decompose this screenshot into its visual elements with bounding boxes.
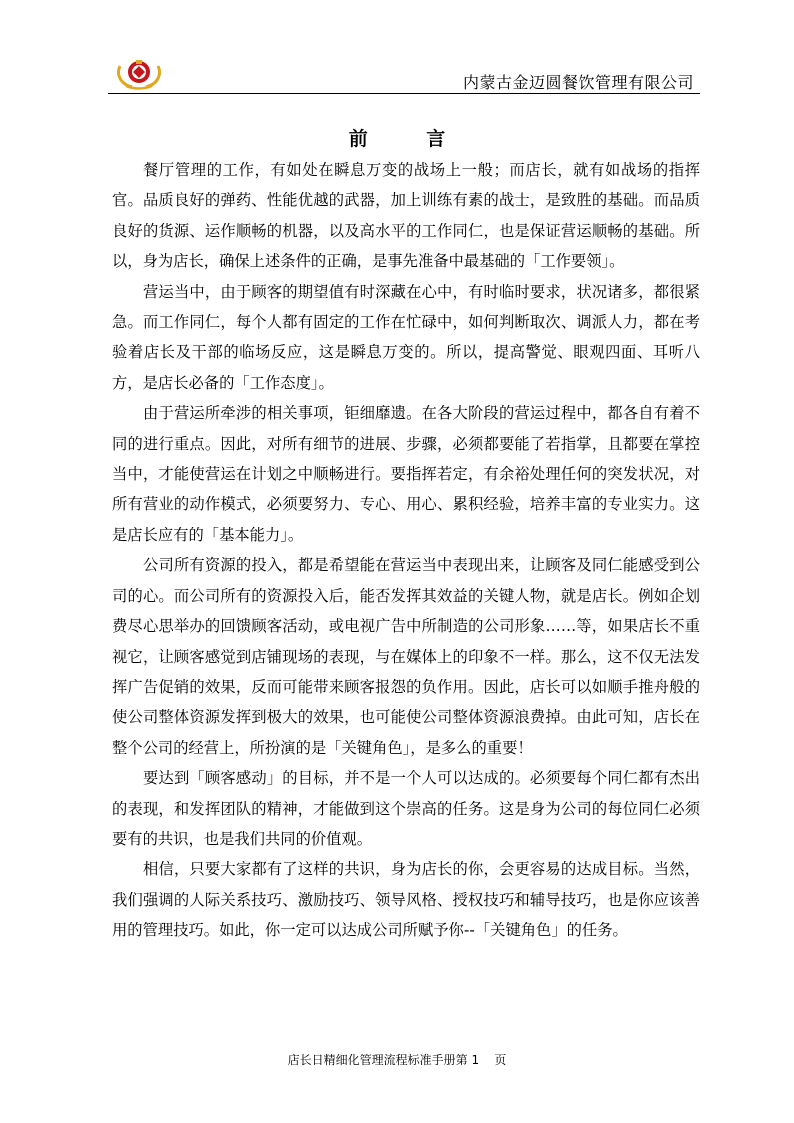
- paragraph: 公司所有资源的投入，都是希望能在营运当中表现出来，让顾客及同仁能感受到公司的心。而公司所有的资源投入后，能否发挥其效益的关键人物，就是店长。例如企划费尽心思举办的回馈顾客活动，或电视广告中所制造的公司形象……等，如果店长不重视它，让顾客感觉到店铺现场的表现，与在媒体上的印象不一样。那么，这不仅无法发挥广告促销的效果，反而可能带来顾客报怨的负作用。因此，店长可以如顺手推舟般的使公司整体资源发挥到极大的效果，也可能使公司整体资源浪费掉。由此可知，店长在整个公司的经营上，所扮演的是「关键角色」，是多么的重要！: [112, 556, 700, 757]
- paragraph: 由于营运所牵涉的相关事项，钜细靡遗。在各大阶段的营运过程中，都各自有着不同的进行重点。因此，对所有细节的进展、步骤，必须都要能了若指掌，且都要在掌控当中，才能使营运在计划之中顺畅进行。要指挥若定，有余裕处理任何的突发状况，对所有营业的动作模式，必须要努力、专心、用心、累积经验，培养丰富的专业实力。这是店长应有的「基本能力」。: [112, 404, 700, 544]
- page-header: [108, 54, 700, 94]
- page-footer: 店长日精细化管理流程标准手册第 1 页: [287, 1053, 507, 1067]
- document-title: 前 言: [348, 128, 472, 150]
- paragraph: 要达到「顾客感动」的目标，并不是一个人可以达成的。必须要每个同仁都有杰出的表现，和发挥团队的精神，才能做到这个崇高的任务。这是身为公司的每位同仁必须要有的共识，也是我们共同的价值观。: [112, 769, 700, 848]
- paragraph: 营运当中，由于顾客的期望值有时深藏在心中，有时临时要求，状况诸多，都很紧急。而工作同仁，每个人都有固定的工作在忙碌中，如何判断取次、调派人力，都在考验着店长及干部的临场反应，这是瞬息万变的。所以，提高警觉、眼观四面、耳听八方，是店长必备的「工作态度」。: [112, 282, 700, 392]
- company-name: 内蒙古金迈圆餐饮管理有限公司: [462, 73, 694, 92]
- header-divider: [108, 93, 700, 94]
- paragraph: 相信，只要大家都有了这样的共识，身为店长的你，会更容易的达成目标。当然，我们强调的人际关系技巧、激励技巧、领导风格、授权技巧和辅导技巧，也是你应该善用的管理技巧。如此，你一定可以达成公司所赋予你--「关键角色」的任务。: [112, 860, 700, 940]
- document-body: [112, 155, 700, 946]
- company-emblem-icon: [114, 56, 164, 90]
- paragraph: 餐厅管理的工作，有如处在瞬息万变的战场上一般；而店长，就有如战场的指挥官。品质良好的弹药、性能优越的武器，加上训练有素的战士，是致胜的基础。而品质良好的货源、运作顺畅的机器，以及高水平的工作同仁，也是保证营运顺畅的基础。所以，身为店长，确保上述条件的正确，是事先准备中最基础的「工作要领」。: [112, 161, 700, 271]
